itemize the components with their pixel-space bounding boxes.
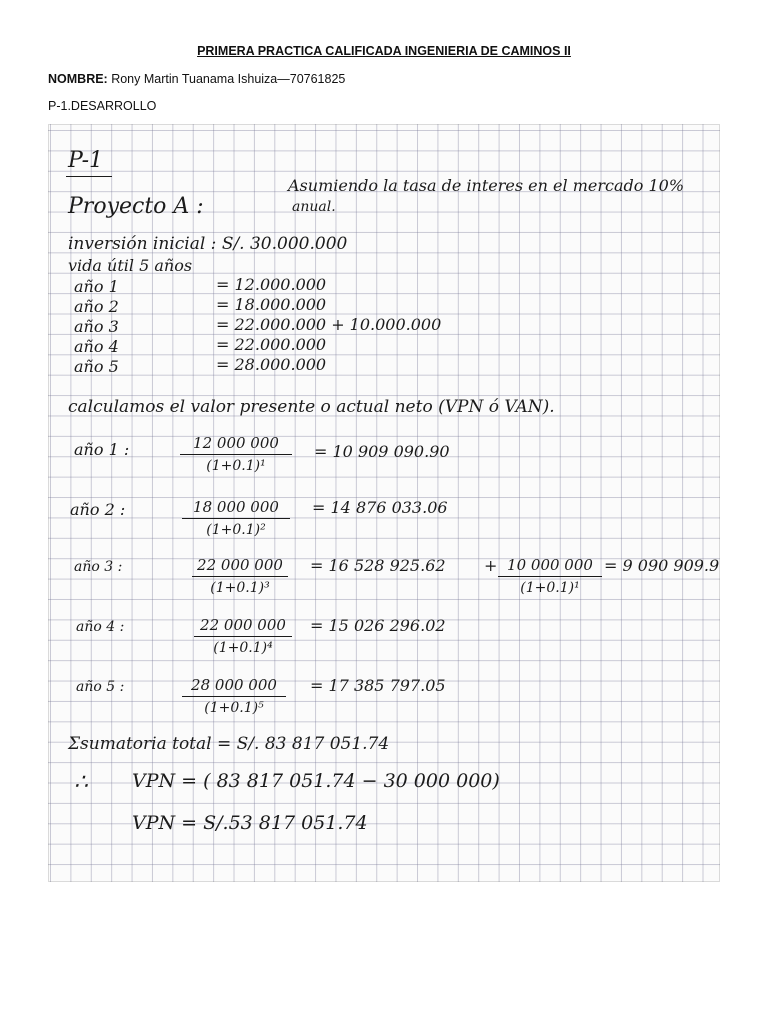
name-label: NOMBRE: [48, 72, 108, 86]
year-label: año 3 [74, 317, 119, 336]
document-title: PRIMERA PRACTICA CALIFICADA INGENIERIA DE CAMINOS II [197, 44, 571, 58]
fraction-numerator: 28 000 000 [182, 676, 286, 697]
fraction-denominator: (1+0.1)⁴ [213, 640, 273, 656]
fraction-denominator: (1+0.1)⁵ [204, 700, 264, 716]
fraction-numerator: 22 000 000 [194, 616, 292, 637]
present-value: = 10 909 090.90 [314, 442, 450, 461]
calc-year-label: año 1 : [74, 440, 130, 459]
fraction-numerator: 22 000 000 [192, 556, 288, 577]
discount-fraction [192, 556, 288, 596]
discount-fraction [182, 498, 290, 538]
vpn-formula: VPN = ( 83 817 051.74 − 30 000 000) [132, 770, 500, 792]
calc-year-label: año 4 : [76, 619, 125, 635]
discount-fraction [182, 676, 286, 716]
calc-year-label: año 5 : [76, 679, 125, 695]
fraction-denominator: (1+0.1)³ [210, 580, 270, 596]
initial-investment: inversión inicial : S/. 30.000.000 [68, 234, 348, 254]
student-line [48, 72, 345, 86]
extra-discount-fraction [498, 556, 602, 596]
useful-life: vida útil 5 años [68, 256, 193, 275]
student-name: Rony Martin Tuanama Ishuiza—70761825 [107, 72, 346, 86]
fraction-denominator: (1+0.1)¹ [520, 580, 580, 596]
year-label: año 4 [74, 337, 119, 356]
present-value: = 16 528 925.62 [310, 556, 446, 575]
fraction-numerator: 10 000 000 [498, 556, 602, 577]
fraction-denominator: (1+0.1)² [206, 522, 266, 538]
total-sum: Σsumatoria total = S/. 83 817 051.74 [68, 734, 390, 754]
year-label: año 5 [74, 357, 119, 376]
assumption-line-1: Asumiendo la tasa de interes en el mercado 10% [288, 176, 685, 195]
year-value: = 28.000.000 [216, 355, 327, 374]
discount-fraction [180, 434, 292, 474]
assumption-line-2: anual. [292, 199, 336, 215]
calc-year-label: año 2 : [70, 500, 126, 519]
present-value: = 17 385 797.05 [310, 676, 446, 695]
extra-flow-plus: + [484, 556, 498, 575]
fraction-numerator: 12 000 000 [180, 434, 292, 455]
present-value: = 15 026 296.02 [310, 616, 446, 635]
year-value: = 22.000.000 + 10.000.000 [216, 315, 442, 334]
vpn-result: VPN = S/.53 817 051.74 [132, 812, 368, 834]
present-value: = 14 876 033.06 [312, 498, 448, 517]
year-label: año 1 [74, 277, 119, 296]
handwritten-notes [48, 124, 720, 882]
project-label: Proyecto A : [68, 194, 204, 219]
calculation-intro: calculamos el valor presente o actual neto (VPN ó VAN). [68, 397, 555, 417]
heading-underline [66, 176, 112, 177]
discount-fraction [194, 616, 292, 656]
calc-year-label: año 3 : [74, 559, 123, 575]
year-value: = 18.000.000 [216, 295, 327, 314]
fraction-numerator: 18 000 000 [182, 498, 290, 519]
year-value: = 12.000.000 [216, 275, 327, 294]
section-label: P-1.DESARROLLO [48, 99, 157, 113]
extra-present-value: = 9 090 909.9 [604, 556, 720, 575]
year-label: año 2 [74, 297, 119, 316]
year-value: = 22.000.000 [216, 335, 327, 354]
fraction-denominator: (1+0.1)¹ [206, 458, 266, 474]
problem-heading: P-1 [68, 148, 104, 173]
therefore-symbol: ∴ [74, 770, 88, 795]
